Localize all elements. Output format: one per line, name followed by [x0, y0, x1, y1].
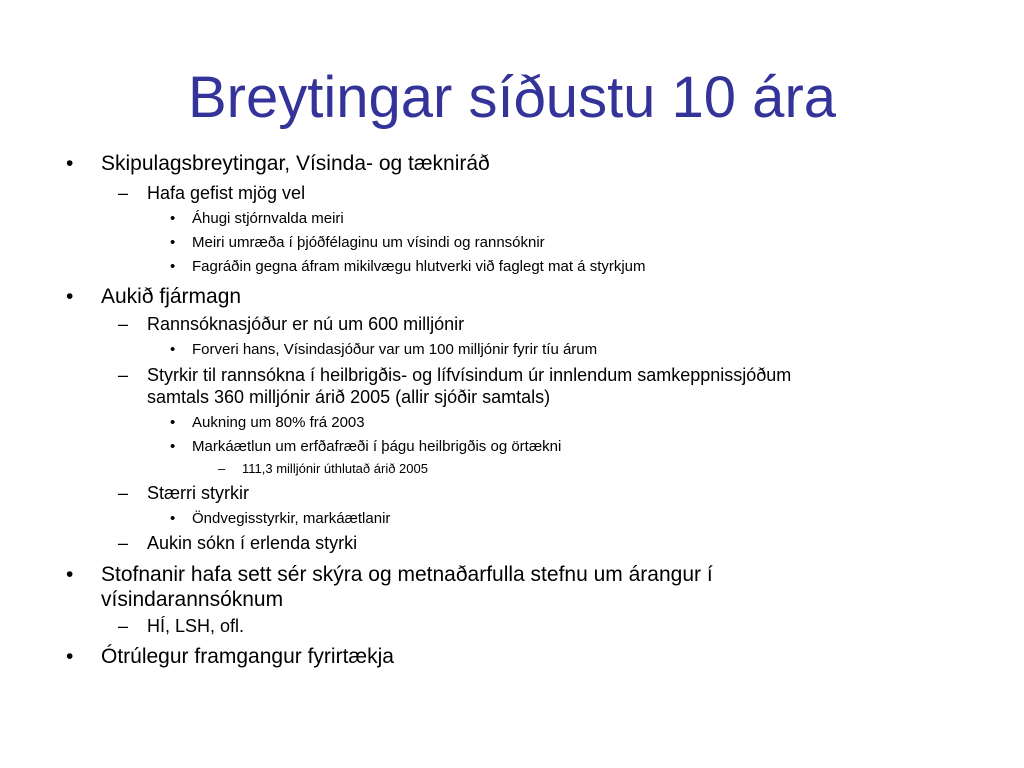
list-item-text: Öndvegisstyrkir, markáætlanir — [192, 510, 391, 527]
slide-title: Breytingar síðustu 10 ára — [187, 65, 837, 130]
list-item-text: 111,3 milljónir úthlutað árið 2005 — [242, 461, 428, 476]
bullet-marker: • — [170, 258, 176, 275]
bullet-marker: • — [170, 510, 176, 527]
list-item-text-continued: samtals 360 milljónir árið 2005 (allir sjóðir samtals) — [147, 387, 551, 407]
list-item-text: Áhugi stjórnvalda meiri — [192, 210, 344, 227]
list-item-text: Markáætlun um erfðafræði í þágu heilbrigðis og örtækni — [192, 438, 562, 455]
list-item-text: Aukning um 80% frá 2003 — [192, 414, 365, 431]
list-item-text: Styrkir til rannsókna í heilbrigðis- og lífvísindum úr innlendum samkeppnissjóðum — [147, 365, 792, 385]
dash-marker: – — [118, 365, 129, 385]
bullet-marker: • — [170, 341, 176, 358]
list-item-text: Hafa gefist mjög vel — [147, 183, 306, 203]
list-item-text: Fagráðin gegna áfram mikilvægu hlutverki við faglegt mat á styrkjum — [192, 258, 646, 275]
bullet-marker: • — [66, 152, 74, 175]
dash-marker: – — [118, 533, 129, 553]
bullet-marker: • — [66, 645, 74, 668]
dash-marker: – — [118, 616, 129, 636]
list-item-text: Aukið fjármagn — [101, 285, 242, 308]
dash-marker: – — [118, 183, 129, 203]
list-item-text: Skipulagsbreytingar, Vísinda- og tækniráð — [101, 152, 490, 175]
bullet-marker: • — [170, 438, 176, 455]
bullet-marker: • — [170, 414, 176, 431]
dash-marker: – — [218, 461, 226, 476]
list-item-text: Rannsóknasjóður er nú um 600 milljónir — [147, 314, 465, 334]
list-item-text: HÍ, LSH, ofl. — [147, 616, 245, 636]
dash-marker: – — [118, 483, 129, 503]
list-item-text: Meiri umræða í þjóðfélaginu um vísindi og rannsóknir — [192, 234, 545, 251]
list-item-text: Ótrúlegur framgangur fyrirtækja — [101, 645, 394, 668]
bullet-marker: • — [170, 234, 176, 251]
dash-marker: – — [118, 314, 129, 334]
list-item-text: Aukin sókn í erlenda styrki — [147, 533, 358, 553]
list-item-text: Forveri hans, Vísindasjóður var um 100 milljónir fyrir tíu árum — [192, 341, 598, 358]
list-item-text: Stofnanir hafa sett sér skýra og metnaðarfulla stefnu um árangur í — [101, 563, 713, 586]
bullet-marker: • — [170, 210, 176, 227]
bullet-marker: • — [66, 563, 74, 586]
list-item-text-continued: vísindarannsóknum — [101, 588, 284, 611]
bullet-marker: • — [66, 285, 74, 308]
list-item-text: Stærri styrkir — [147, 483, 249, 503]
